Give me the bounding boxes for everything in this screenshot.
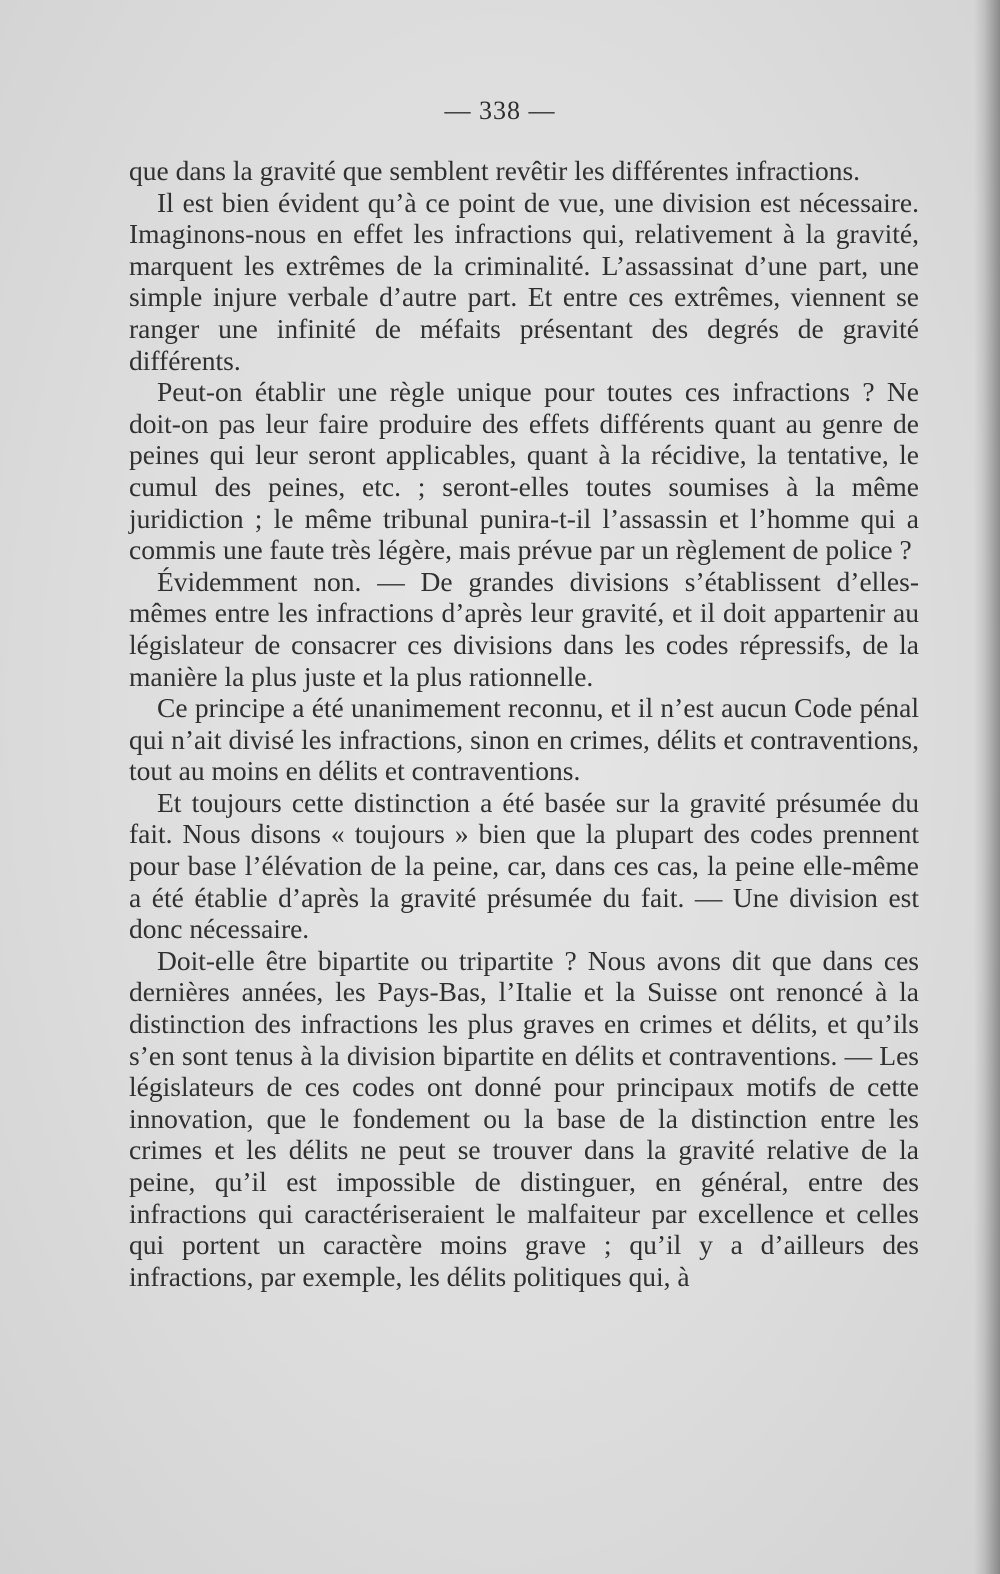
page-number: — 338 — xyxy=(444,96,556,125)
page-edge-shadow xyxy=(974,0,1000,1574)
paragraph: Et toujours cette distinction a été basée sur la gravité présumée du fait. Nous disons « toujours » bien que la plupart des codes prennent pour base l’élévation de la peine, car, dans ces cas, la peine elle-même a été établie d’après la gravité présumée du fait. — Une division est donc nécessaire. xyxy=(129,786,919,945)
body-text xyxy=(129,155,919,1292)
paragraph: Doit-elle être bipartite ou tripartite ? Nous avons dit que dans ces dernières années, les Pays-Bas, l’Italie et la Suisse ont renoncé à la distinction des infractions les plus graves en crimes et délits, et qu’ils s’en sont tenus à la division bipartite en délits et contraventions. — Les législateurs de ces codes ont donné pour principaux motifs de cette innovation, que le fondement ou la base de la distinction entre les crimes et les délits ne peut se trouver dans la gravité relative de la peine, qu’il est impossible de distinguer, en général, entre des infractions qui caractériseraient le malfaiteur par excellence et celles qui portent un caractère moins grave ; qu’il y a d’ailleurs des infractions, par exemple, les délits politiques qui, à xyxy=(129,944,919,1292)
paragraph: Ce principe a été unanimement reconnu, et il n’est aucun Code pénal qui n’ait divisé les infractions, sinon en crimes, délits et contraventions, tout au moins en délits et contraventions. xyxy=(129,692,919,787)
paragraph: Évidemment non. — De grandes divisions s’établissent d’elles-mêmes entre les infractions d’après leur gravité, et il doit appartenir au législateur de consacrer ces divisions dans les codes répressifs, de la manière la plus juste et la plus rationnelle. xyxy=(129,565,919,692)
paragraph: Peut-on établir une règle unique pour toutes ces infractions ? Ne doit-on pas leur faire produire des effets différents quant au genre de peines qui leur seront applicables, quant à la récidive, la tentative, le cumul des peines, etc. ; seront-elles toutes soumises à la même juridiction ; le même tribunal punira-t-il l’assassin et l’homme qui a commis une faute très légère, mais prévue par un règlement de police ? xyxy=(129,376,919,566)
paragraph-continuation: que dans la gravité que semblent revêtir les différentes infractions. xyxy=(129,155,861,186)
paragraph: Il est bien évident qu’à ce point de vue, une division est nécessaire. Imaginons-nous en effet les infractions qui, relativement à la gravité, marquent les extrêmes de la criminalité. L’assassinat d’une part, une simple injure verbale d’autre part. Et entre ces extrêmes, viennent se ranger une infinité de méfaits présentant des degrés de gravité différents. xyxy=(129,186,919,376)
